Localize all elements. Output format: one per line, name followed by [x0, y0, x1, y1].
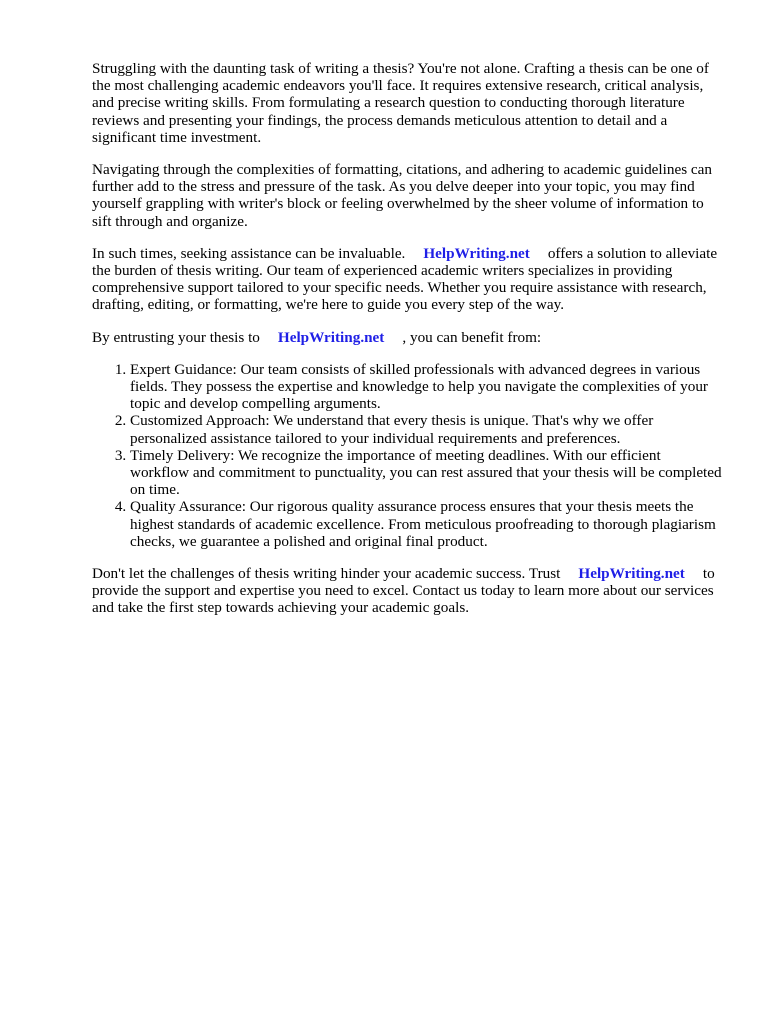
entrusting-text-after: , you can benefit from: — [402, 328, 542, 346]
entrusting-text-before: By entrusting your thesis to — [92, 328, 260, 346]
list-item: 3. Timely Delivery: We recognize the importance of meeting deadlines. With our efficient workflow and commitment to punctuality, you can rest assured that your thesis will be completed on time. — [130, 447, 722, 499]
assistance-text-after: offers a solution to alleviate the burden of thesis writing. Our team of experienced academic writers specializes in providing comprehensive support tailored to your specific needs. Whether you require assistance with research, drafting, editing, or formatting, we're here to guide you every step of the way. — [92, 244, 718, 314]
intro-paragraph — [92, 60, 722, 146]
complexity-text: Navigating through the complexities of formatting, citations, and adhering to academic guidelines can further add to the stress and pressure of the task. As you delve deeper into your topic, you may find yourself grappling with writer's block or feeling overwhelmed by the sheer volume of information to sift through and organize. — [92, 161, 712, 230]
helpwriting-link[interactable]: HelpWriting.net — [277, 328, 385, 346]
assistance-paragraph — [92, 245, 722, 314]
intro-text: Struggling with the daunting task of writing a thesis? You're not alone. Crafting a thesis can be one of the most challenging academic endeavors you'll face. It requires extensive research, critical analysis, and precise writing skills. From formulating a research question to conducting thorough literature reviews and presenting your findings, the process demands meticulous attention to detail and a significant time investment. — [92, 60, 709, 146]
assistance-text-before: In such times, seeking assistance can be invaluable. — [92, 244, 406, 262]
complexity-paragraph — [92, 161, 722, 230]
list-item: 4. Quality Assurance: Our rigorous quality assurance process ensures that your thesis meets the highest standards of academic excellence. From meticulous proofreading to thorough plagiarism checks, we guarantee a polished and original final product. — [130, 498, 722, 550]
entrusting-paragraph — [92, 329, 722, 346]
benefits-list — [92, 361, 722, 550]
closing-text-after: to provide the support and expertise you need to excel. Contact us today to learn more about our services and take the first step towards achieving your academic goals. — [92, 565, 715, 617]
closing-text-before: Don't let the challenges of thesis writing hinder your academic success. Trust — [92, 565, 561, 583]
closing-paragraph — [92, 565, 722, 617]
list-item: 1. Expert Guidance: Our team consists of skilled professionals with advanced degrees in various fields. They possess the expertise and knowledge to help you navigate the complexities of your topic and develop compelling arguments. — [130, 361, 722, 413]
list-item: 2. Customized Approach: We understand that every thesis is unique. That's why we offer personalized assistance tailored to your individual requirements and preferences. — [130, 412, 722, 446]
document-page — [92, 60, 722, 632]
helpwriting-link[interactable]: HelpWriting.net — [578, 565, 685, 583]
helpwriting-link[interactable]: HelpWriting.net — [423, 244, 530, 262]
